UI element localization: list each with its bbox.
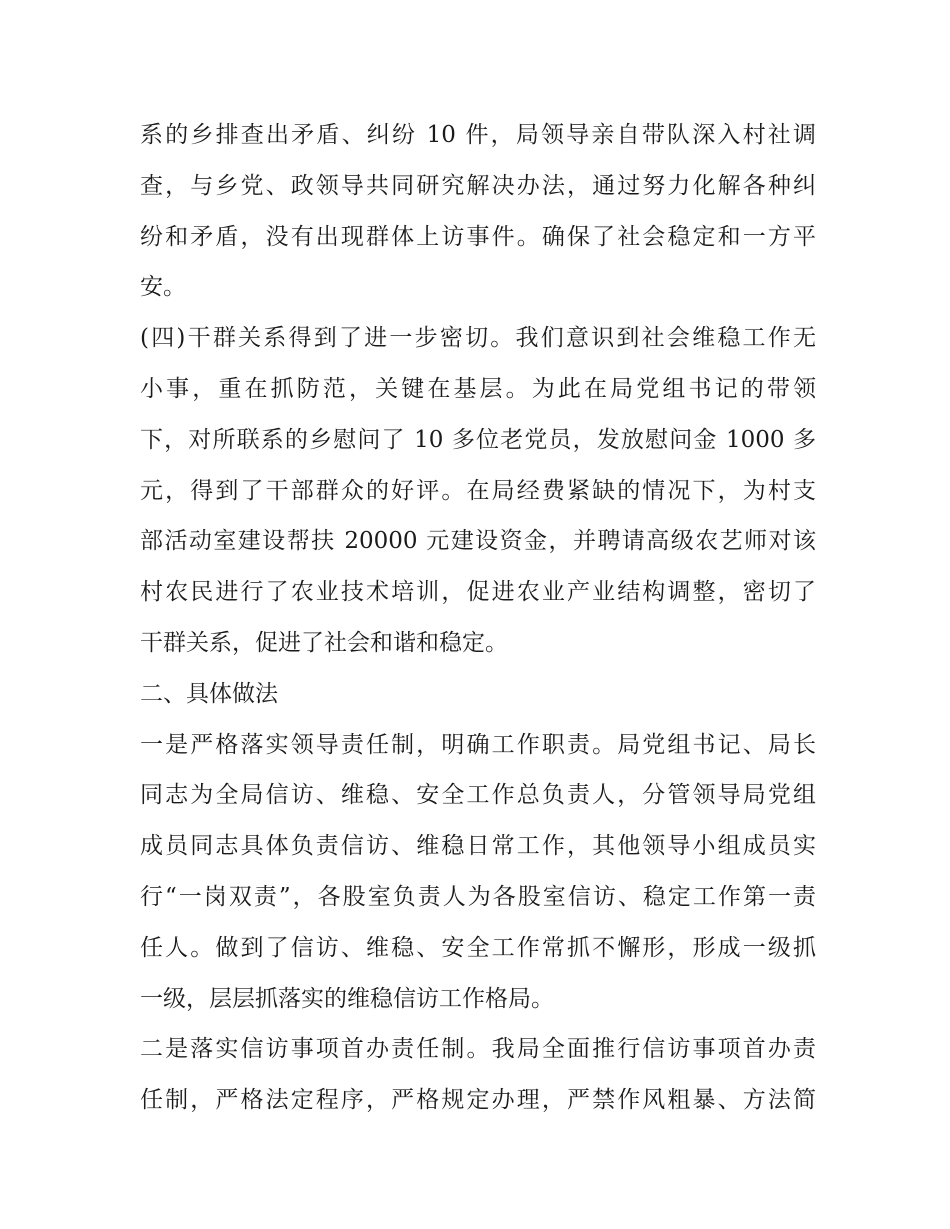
text-line: 行“一岗双责”，各股室负责人为各股室信访、稳定工作第一责 xyxy=(140,883,816,910)
text-line: 干群关系，促进了社会和谐和稳定。 xyxy=(140,629,508,656)
text-line: 二是落实信访事项首办责任制。我局全面推行信访事项首办责 xyxy=(140,1036,816,1063)
text-line: 查，与乡党、政领导共同研究解决办法，通过努力化解各种纠 xyxy=(140,172,816,199)
section-heading: 二、具体做法 xyxy=(140,680,278,707)
text-line: 村农民进行了农业技术培训，促进农业产业结构调整，密切了 xyxy=(140,579,816,606)
text-line: 系的乡排查出矛盾、纠纷 10 件，局领导亲自带队深入村社调 xyxy=(140,122,816,148)
text-line: 下，对所联系的乡慰问了 10 多位老党员，发放慰问金 1000 多 xyxy=(140,426,816,453)
text-line: 一是严格落实领导责任制，明确工作职责。局党组书记、局长 xyxy=(140,731,816,758)
text-line: 任人。做到了信访、维稳、安全工作常抓不懈形，形成一级抓 xyxy=(140,934,816,961)
document-body xyxy=(140,110,816,1126)
text-line: 安。 xyxy=(140,274,186,301)
text-line: 一级，层层抓落实的维稳信访工作格局。 xyxy=(140,985,554,1012)
text-line: 成员同志具体负责信访、维稳日常工作，其他领导小组成员实 xyxy=(140,833,816,860)
text-line: 小事，重在抓防范，关键在基层。为此在局党组书记的带领 xyxy=(140,375,816,402)
text-line: 同志为全局信访、维稳、安全工作总负责人，分管领导局党组 xyxy=(140,782,816,809)
text-line: (四)干群关系得到了进一步密切。我们意识到社会维稳工作无 xyxy=(140,325,816,352)
text-line: 纷和矛盾，没有出现群体上访事件。确保了社会稳定和一方平 xyxy=(140,223,816,250)
text-line: 元，得到了干部群众的好评。在局经费紧缺的情况下，为村支 xyxy=(140,477,816,504)
text-line: 任制，严格法定程序，严格规定办理，严禁作风粗暴、方法简 xyxy=(140,1087,816,1114)
text-line: 部活动室建设帮扶 20000 元建设资金，并聘请高级农艺师对该 xyxy=(140,528,816,555)
